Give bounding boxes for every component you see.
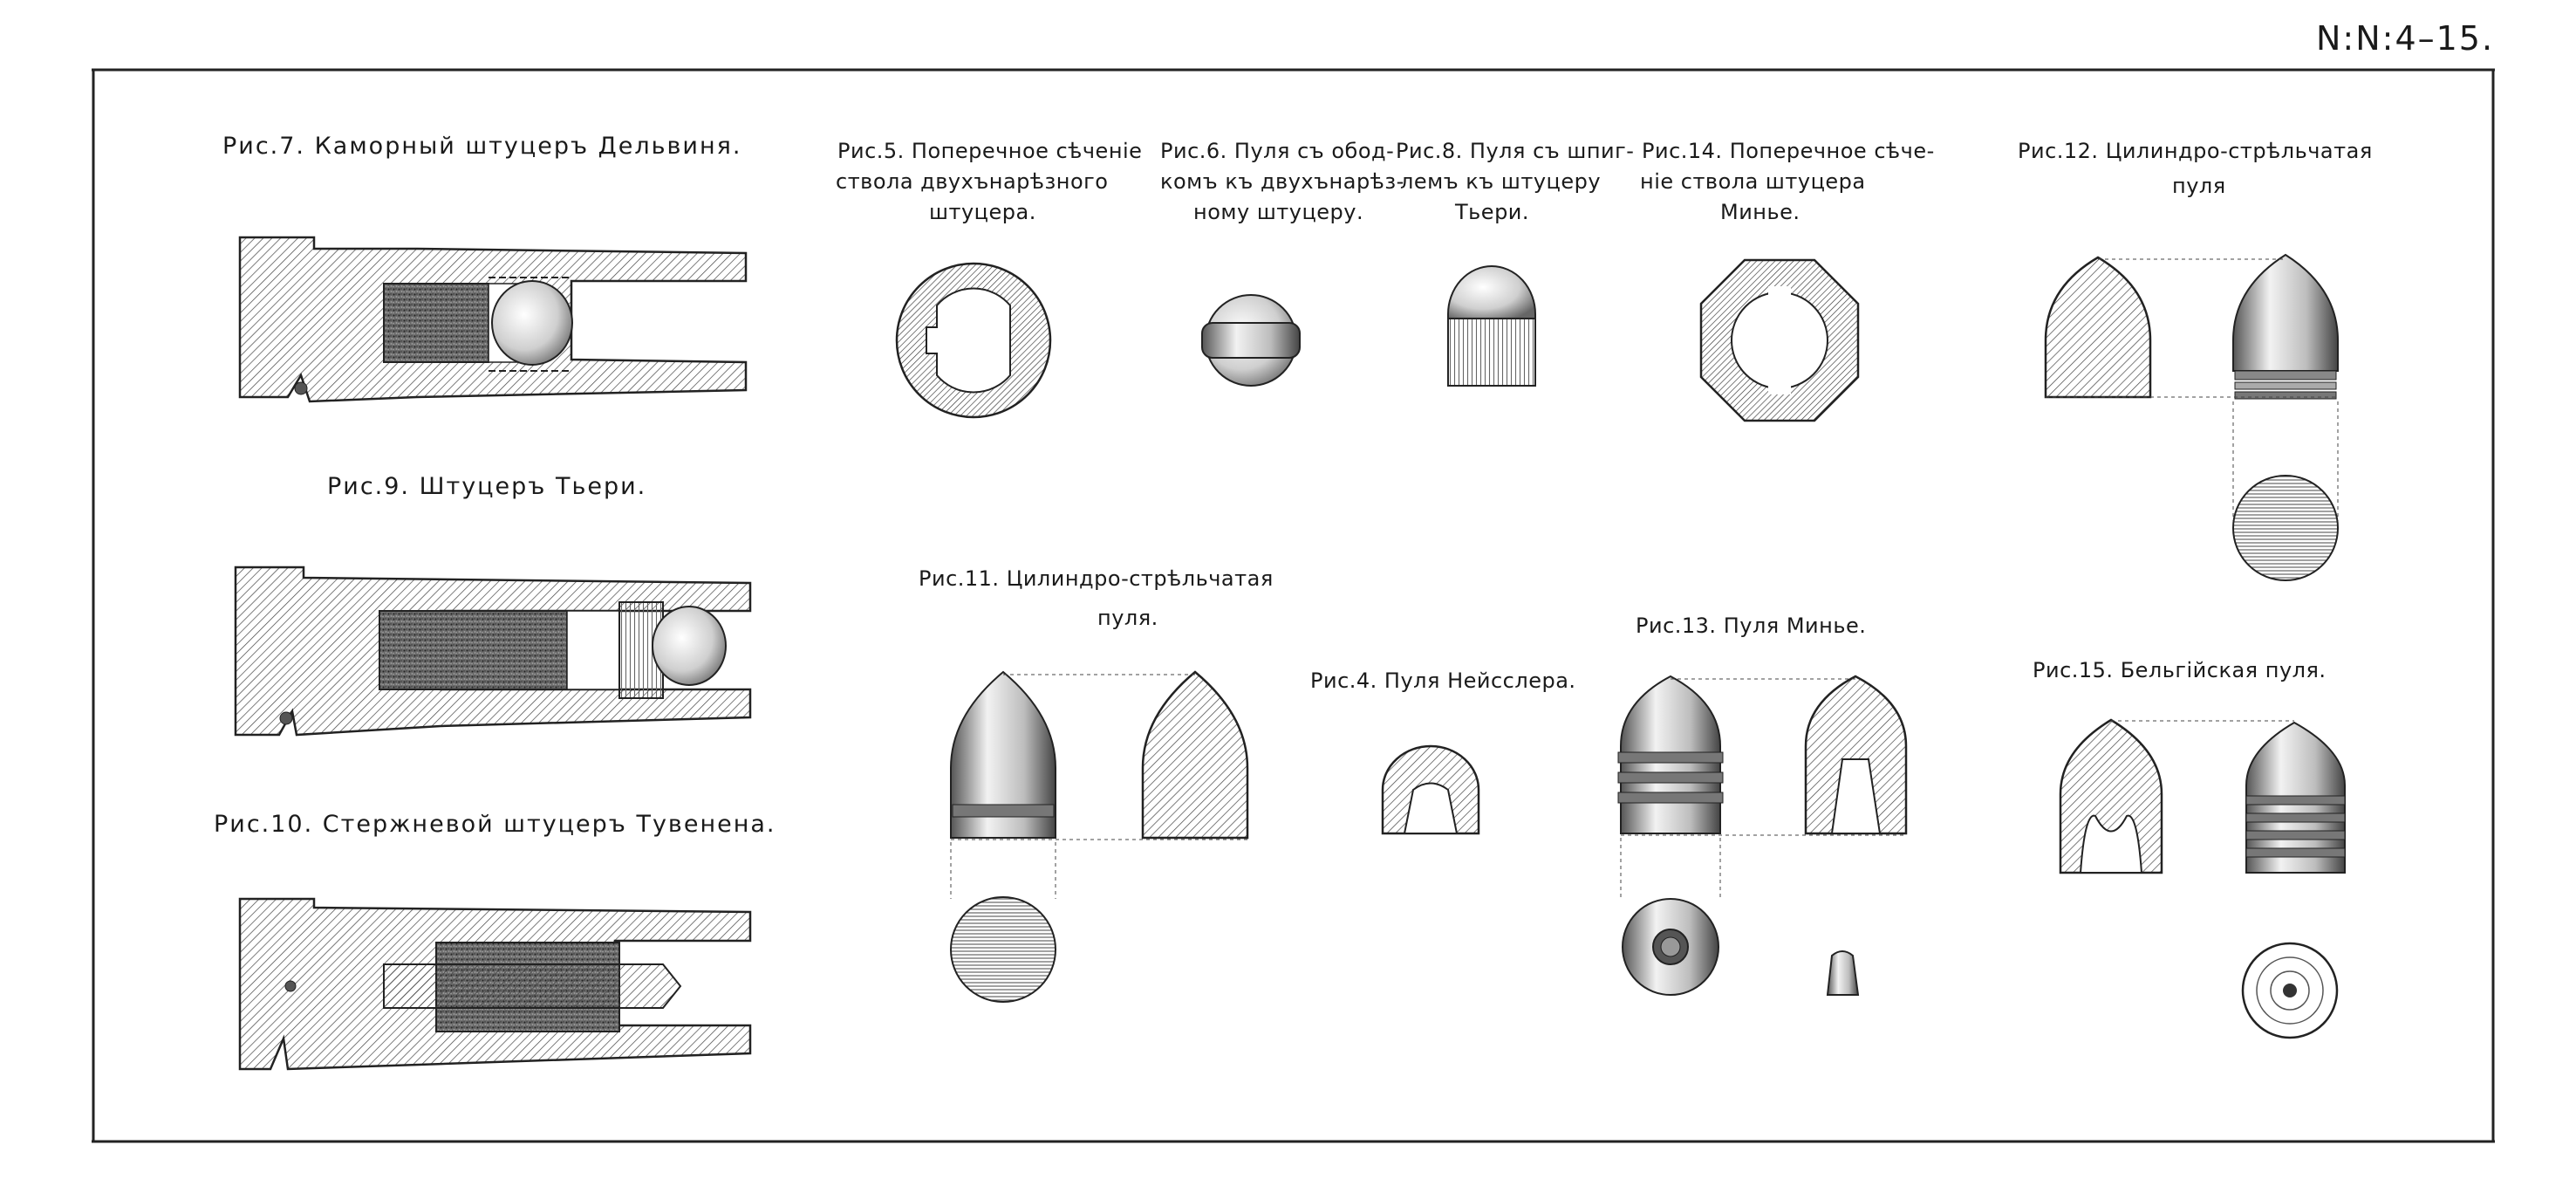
caption-fig12-line1: Рис.12. Цилиндро-стрѣльчатая [2018,139,2373,163]
caption-fig6-line1: Рис.6. Пуля съ обод- [1160,139,1395,163]
caption-fig14-line3: Минье. [1720,200,1800,224]
fig14-drawing [1701,260,1858,421]
fig7-drawing [240,237,746,401]
fig9-drawing [236,567,750,735]
fig11-drawing [951,672,1247,1002]
caption-fig4: Рис.4. Пуля Нейсслера. [1310,668,1576,693]
fig8-drawing [1448,266,1535,386]
caption-fig11-line2: пуля. [1097,606,1158,630]
fig5-drawing [897,264,1050,417]
caption-fig5-line1: Рис.5. Поперечное сѣченіе [837,139,1143,163]
fig15-drawing [2060,720,2345,1038]
fig6-drawing [1202,295,1300,386]
caption-fig6-line3: ному штуцеру. [1193,200,1364,224]
caption-fig14-line2: ніе ствола штуцера [1640,169,1866,194]
caption-fig13: Рис.13. Пуля Минье. [1636,614,1867,638]
caption-fig5-line3: штуцера. [929,200,1036,224]
fig4-drawing [1383,746,1479,833]
caption-fig6-line2: комъ къ двухънарѣз- [1160,169,1404,194]
fig12-drawing [2046,255,2338,580]
fig10-drawing [240,899,750,1069]
caption-fig14-line1: Рис.14. Поперечное сѣче- [1642,139,1935,163]
fig13-drawing [1618,676,1906,995]
caption-fig8-line3: Тьери. [1455,200,1530,224]
plate-number: N:N:4–15. [2316,19,2495,58]
caption-fig8-line1: Рис.8. Пуля съ шпиг- [1396,139,1635,163]
caption-fig11-line1: Рис.11. Цилиндро-стрѣльчатая [919,566,1274,591]
caption-fig10: Рис.10. Стержневой штуцеръ Тувенена. [214,811,776,838]
caption-fig8-line2: лемъ къ штуцеру [1400,169,1602,194]
caption-fig5-line2: ствола двухънарѣзного [836,169,1109,194]
caption-fig9: Рис.9. Штуцеръ Тьери. [327,473,647,500]
caption-fig15: Рис.15. Бельгійская пуля. [2033,658,2327,682]
caption-fig7: Рис.7. Каморный штуцеръ Дельвиня. [222,133,742,160]
caption-fig12-line2: пуля [2172,174,2226,198]
